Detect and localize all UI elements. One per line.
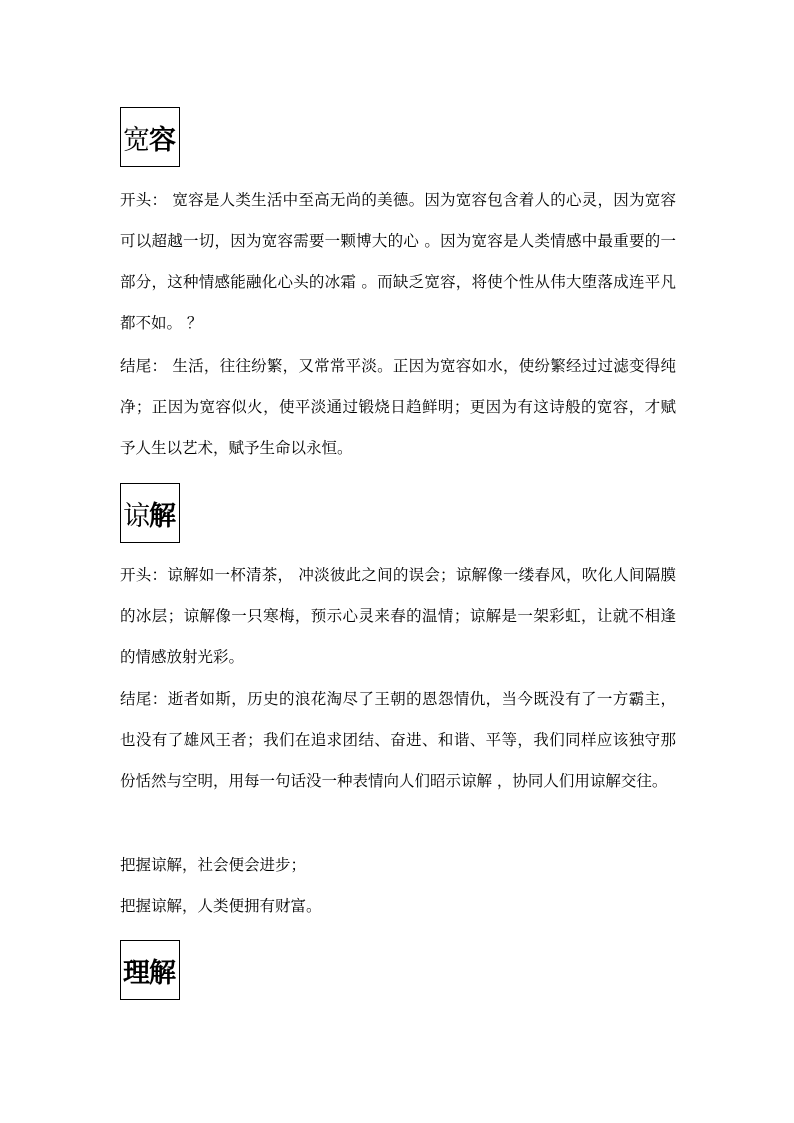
section-heading-liangjie [120, 483, 180, 543]
closing-label: 结尾： [120, 357, 168, 375]
opening-text: 谅解如一杯清茶， 冲淡彼此之间的误会；谅解像一缕春风，吹化人间隔膜的冰层；谅解像一只寒梅，预示心灵来春的温情；谅解是一架彩虹，让就不相逢的情感放射光彩。 [120, 566, 676, 666]
opening-label: 开头： [120, 191, 168, 209]
opening-paragraph [120, 180, 676, 344]
heading-rest-char: 容 [149, 124, 175, 156]
heading-first-char: 谅 [123, 500, 149, 532]
opening-label: 开头： [120, 566, 168, 584]
opening-text: 宽容是人类生活中至高无尚的美德。因为宽容包含着人的心灵，因为宽容可以超越一切，因为宽容需要一颗博大的心 。因为宽容是人类情感中最重要的一部分，这种情感能融化心头的冰霜 。而缺乏宽容，将使个性从伟大堕落成连平凡都不如。 ？ [120, 191, 676, 332]
closing-paragraph [120, 679, 676, 802]
heading-first-char: 宽 [123, 124, 149, 156]
heading-text: 理解 [123, 957, 175, 989]
closing-label: 结尾： [120, 690, 168, 708]
summary-line: 把握谅解，人类便拥有财富。 [120, 897, 322, 915]
section-heading-kuanrong [120, 107, 180, 167]
summary-line: 把握谅解，社会便会进步； [120, 856, 307, 874]
opening-paragraph [120, 555, 676, 678]
closing-text: 生活，往往纷繁，又常常平淡。正因为宽容如水，使纷繁经过过滤变得纯净；正因为宽容似火，使平淡通过锻烧日趋鲜明；更因为有这诗般的宽容，才赋予人生以艺术，赋予生命以永恒。 [120, 357, 676, 457]
closing-text: 逝者如斯，历史的浪花淘尽了王朝的恩怨情仇，当今既没有了一方霸主，也没有了雄风王者；我们在追求团结、奋进、和谐、平等，我们同样应该独守那份恬然与空明，用每一句话没一种表情向人们昭示谅解 ，协同人们用谅解交往。 [120, 690, 676, 790]
heading-rest-char: 解 [149, 500, 175, 532]
closing-paragraph [120, 346, 676, 469]
section-heading-lijie [120, 940, 180, 1000]
